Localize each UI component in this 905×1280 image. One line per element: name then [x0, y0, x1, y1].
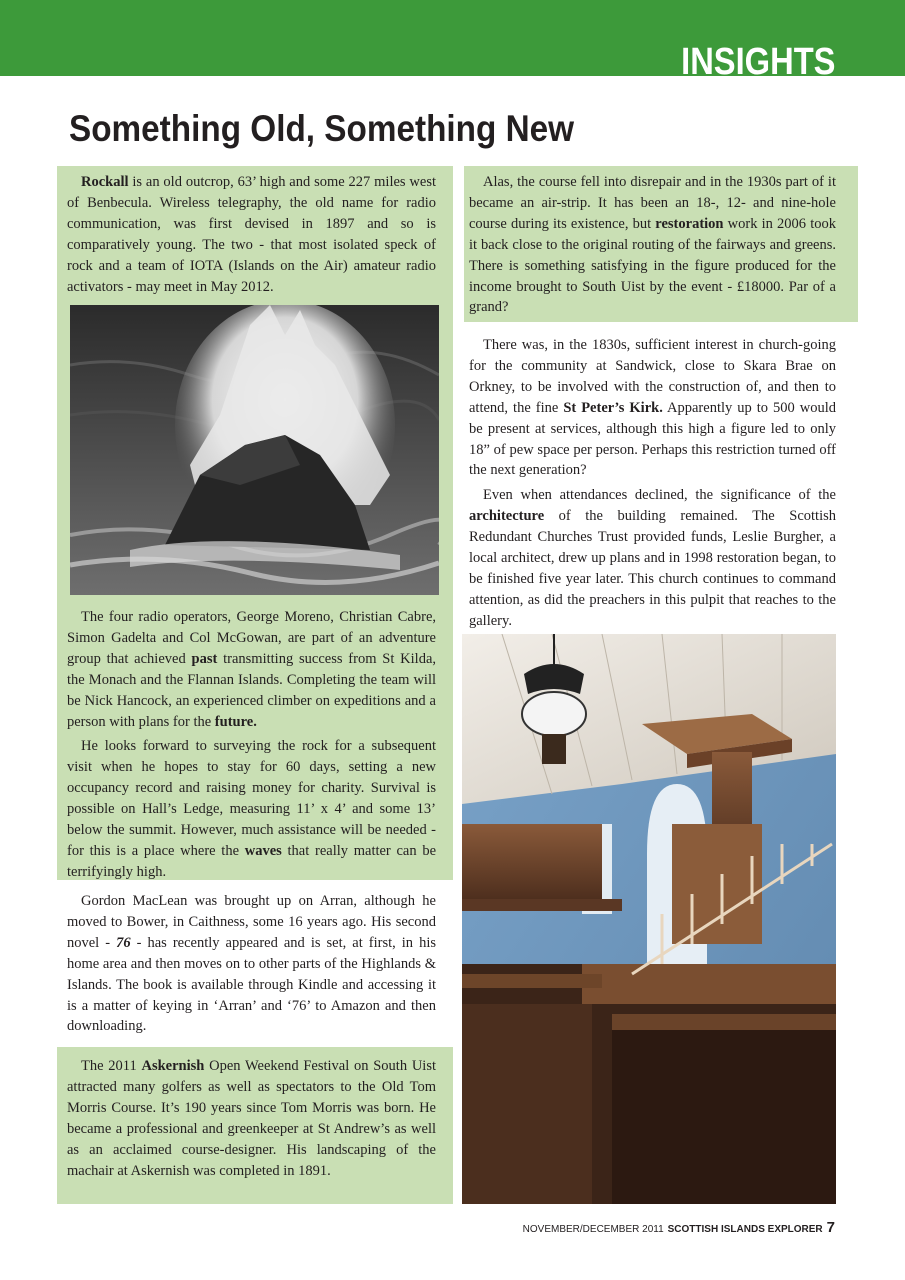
rockall-p3-b: that really matter can be terrifyingly high.	[67, 842, 437, 880]
askernish-section	[67, 1056, 436, 1181]
rockall-paragraph-3	[67, 736, 436, 882]
kirk-p2-bold: architecture	[469, 508, 545, 525]
rockall-p2-bold-past: past	[191, 650, 218, 667]
maclean-p-b: - has recently appeared and is set, at first, in his home area and then moves on to other parts of the Highlands & Islands. The book is available through Kindle and accessing it is a matter of keying in ‘Arran’ and ‘76’ to Amazon and then downloading.	[67, 934, 436, 1035]
rockall-paragraph-1	[67, 172, 436, 297]
kirk-p1-bold: St Peter’s Kirk.	[563, 399, 663, 416]
kirk-paragraph-1	[469, 335, 836, 481]
golf-section	[469, 172, 836, 318]
rockall-body	[67, 607, 436, 883]
maclean-p-a: Gordon MacLean was brought up on Arran, although he moved to Bower, in Caithness, some 16 years ago. His second novel -	[67, 893, 436, 951]
maclean-section	[67, 891, 436, 1037]
askernish-bold: Askernish	[141, 1058, 205, 1074]
issue-date: NOVEMBER/DECEMBER 2011	[522, 1224, 664, 1235]
rockall-p3-a: He looks forward to surveying the rock for a subsequent visit when he hopes to stay for 60 days, setting a new occupancy record and raising money for charity. Survival is possible on Hall’s Ledge, measuring 11’ x 4’ and some 13’ below the summit. However, much assistance will be needed - for this is a place where the	[67, 738, 436, 859]
askernish-paragraph	[67, 1056, 436, 1181]
rockall-intro	[67, 172, 436, 297]
maclean-paragraph	[67, 891, 436, 1037]
rockall-p2-a: The four radio operators, George Moreno, Christian Cabre, Simon Gadelta and Col McGowan, are part of an adventure group that achieved	[67, 609, 436, 667]
askernish-p-a: The 2011	[81, 1058, 142, 1074]
page-footer	[523, 1219, 835, 1236]
kirk-p1-b: Apparently up to 500 would be present at services, although this high a figure led to only 18” of pew space per person. Perhaps this restriction turned off the next generation?	[469, 399, 837, 479]
rockall-photo	[70, 305, 439, 595]
golf-bold: restoration	[655, 215, 724, 232]
askernish-p-b: Open Weekend Festival on South Uist attracted many golfers as well as spectators to the Old Tom Morris Course. It’s 190 years since Tom Morris was born. He became a professional and greenkeeper at St Andrew’s as well as an acclaimed course-designer. His landscaping of the machair at Askernish was completed in 1891.	[67, 1058, 436, 1179]
rockall-paragraph-2	[67, 607, 436, 732]
maclean-novel-title: 76	[116, 934, 131, 951]
section-banner	[0, 0, 905, 83]
rockall-p2-b: transmitting success from St Kilda, the Monach and the Flannan Islands. Completing the team will be Nick Hancock, an experienced climber on expeditions and a person with plans for the	[67, 650, 437, 730]
kirk-paragraph-2	[469, 485, 836, 631]
church-photo	[462, 634, 836, 1204]
section-title: INSIGHTS	[680, 41, 835, 83]
golf-p-b: work in 2006 took it back close to the original routing of the fairways and greens. There is something satisfying in the figure produced for the income brought to South Uist by the event - £18000. Par of a grand?	[469, 215, 836, 316]
page-number: 7	[826, 1219, 835, 1236]
rockall-p2-bold-future: future.	[214, 713, 257, 730]
kirk-p2-a: Even when attendances declined, the significance of the	[483, 487, 836, 504]
kirk-p2-b: of the building remained. The Scottish Redundant Churches Trust provided funds, Leslie Burgher, a local architect, drew up plans and in 1998 restoration began, to be finished five year later. This church continues to command attention, as did the preachers in this pulpit that reaches to the gallery.	[469, 508, 836, 629]
kirk-section	[469, 335, 836, 632]
rockall-wave-image	[70, 305, 439, 595]
rockall-p1-text: is an old outcrop, 63’ high and some 227 miles west of Benbecula. Wireless telegraphy, the old name for radio communication, was first devised in 1897 and so is comparatively young. The two - that most isolated speck of rock and a team of IOTA (Islands on the Air) amateur radio activators - may meet in May 2012.	[67, 174, 436, 295]
rockall-p3-bold-waves: waves	[244, 842, 282, 859]
golf-paragraph	[469, 172, 836, 318]
church-interior-image	[462, 634, 836, 1204]
kirk-p1-a: There was, in the 1830s, sufficient interest in church-going for the community at Sandwick, close to Skara Brae on Orkney, to be involved with the construction of, and then to attend, the fine	[469, 337, 836, 416]
golf-p-a: Alas, the course fell into disrepair and in the 1930s part of it became an air-strip. It has been an 18-, 12- and nine-hole course during its existence, but	[469, 174, 836, 232]
magazine-name: SCOTTISH ISLANDS EXPLORER	[667, 1224, 823, 1235]
article-title: Something Old, Something New	[69, 108, 575, 149]
rockall-lead: Rockall	[81, 174, 129, 190]
